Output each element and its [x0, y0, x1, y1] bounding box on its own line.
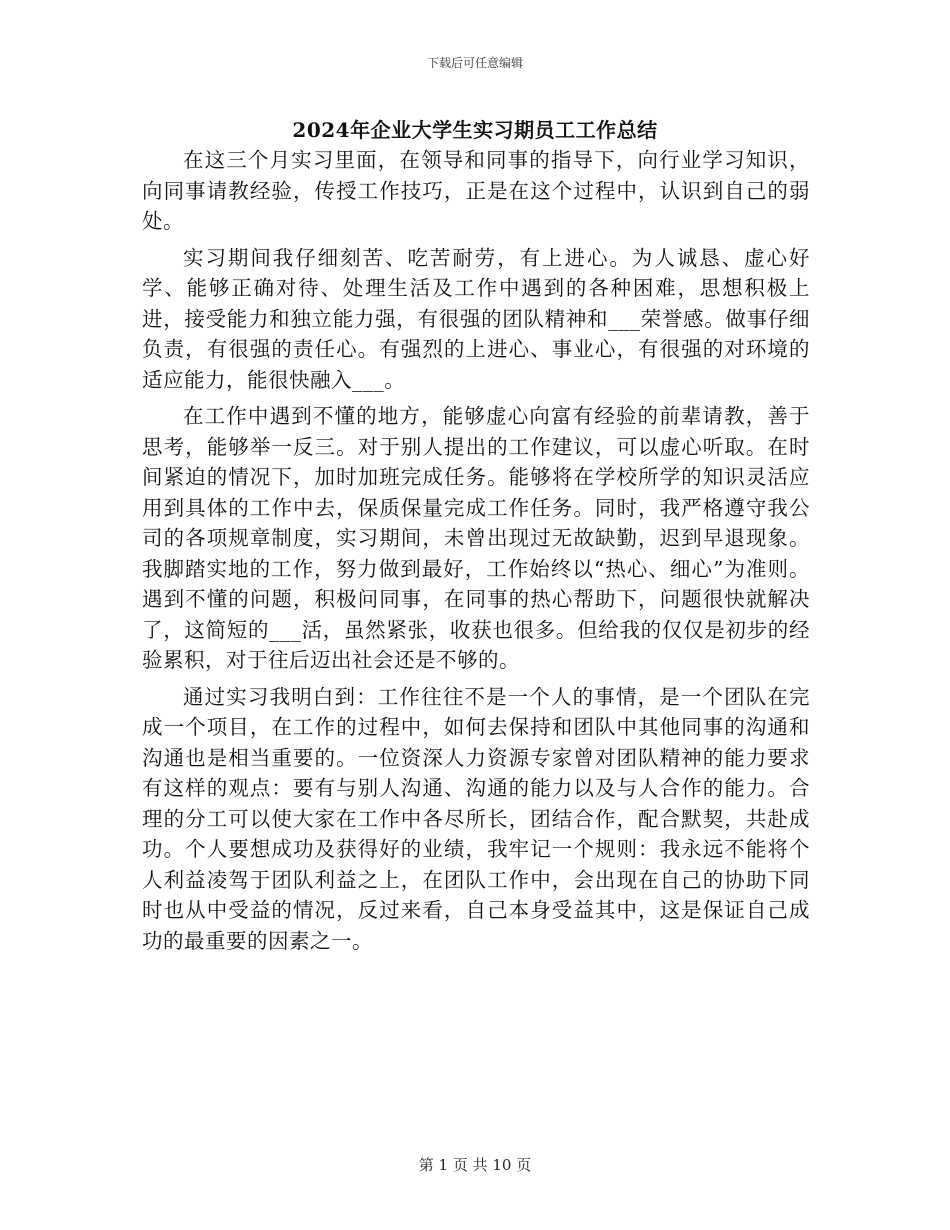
paragraph-1: 在这三个月实习里面，在领导和同事的指导下，向行业学习知识，向同事请教经验，传授工作技巧，正是在这个过程中，认识到自己的弱处。 [142, 148, 810, 233]
paragraph-3: 在工作中遇到不懂的地方，能够虚心向富有经验的前辈请教，善于思考，能够举一反三。对于别人提出的工作建议，可以虚心听取。在时间紧迫的情况下，加时加班完成任务。能够将在学校所学的知识灵活应用到具体的工作中去，保质保量完成工作任务。同时，我严格遵守我公司的各项规章制度，实习期间，未曾出现过无故缺勤，迟到早退现象。我脚踏实地的工作，努力做到最好，工作始终以“热心、细心”为准则。遇到不懂的问题，积极问同事，在同事的热心帮助下，问题很快就解决了，这简短的___活，虽然紧张，收获也很多。但给我的仅仅是初步的经验累积，对于往后迈出社会还是不够的。 [142, 404, 810, 672]
document-title: 2024年企业大学生实习期员工工作总结 [292, 118, 658, 142]
page-number-footer: 第 1 页 共 10 页 [418, 1156, 532, 1174]
paragraph-2: 实习期间我仔细刻苦、吃苦耐劳，有上进心。为人诚恳、虚心好学、能够正确对待、处理生活及工作中遇到的各种困难，思想积极上进，接受能力和独立能力强，有很强的团队精神和___荣誉感。做事仔细负责，有很强的责任心。有强烈的上进心、事业心，有很强的对环境的适应能力，能很快融入___。 [142, 245, 810, 392]
header-note: 下载后可任意编辑 [426, 56, 523, 70]
document-body [142, 145, 810, 962]
paragraph-4: 通过实习我明白到：工作往往不是一个人的事情，是一个团队在完成一个项目，在工作的过程中，如何去保持和团队中其他同事的沟通和沟通也是相当重要的。一位资深人力资源专家曾对团队精神的能力要求有这样的观点：要有与别人沟通、沟通的能力以及与人合作的能力。合理的分工可以使大家在工作中各尽所长，团结合作，配合默契，共赴成功。个人要想成功及获得好的业绩，我牢记一个规则：我永远不能将个人利益凌驾于团队利益之上，在团队工作中，会出现在自己的协助下同时也从中受益的情况，反过来看，自己本身受益其中，这是保证自己成功的最重要的因素之一。 [142, 684, 810, 953]
